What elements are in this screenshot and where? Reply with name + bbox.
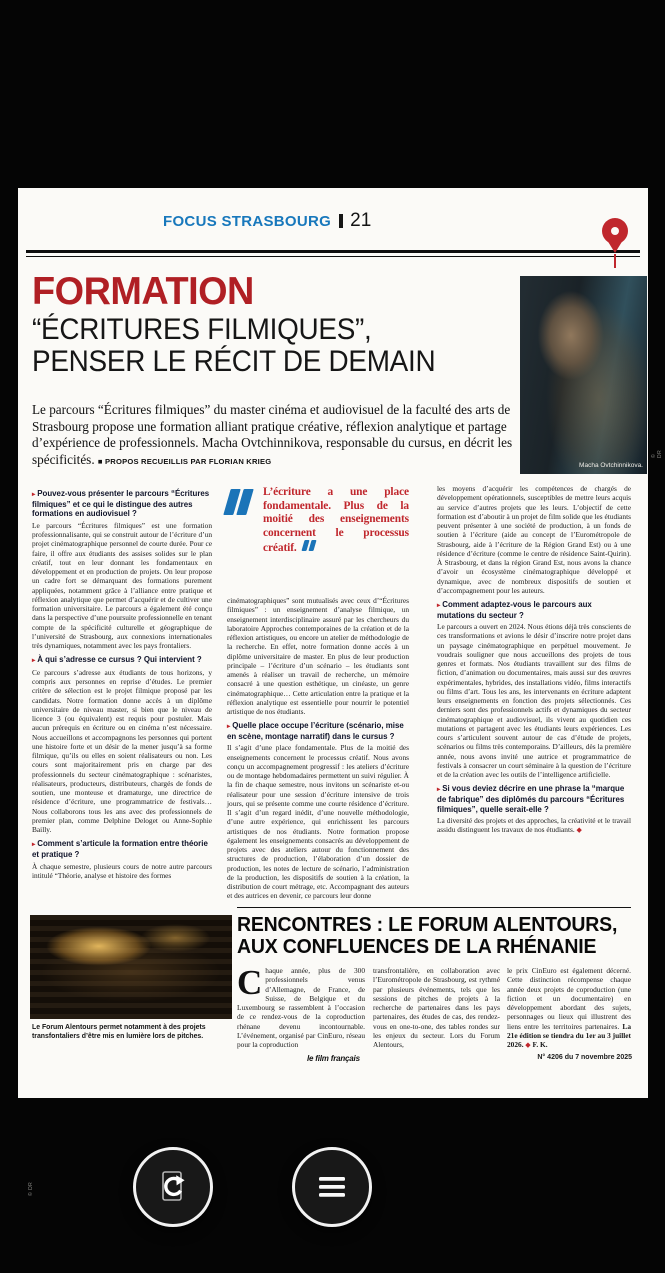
end-mark-icon: ◆ [523,1041,531,1050]
body-paragraph: La diversité des projets et des approches, la créativité et le travail assidu distinguent les travaux de nos étudiants. ◆ [437,816,631,835]
portrait-photo [520,276,647,474]
body-paragraph: transfrontalière, en collaboration avec l’Eurométropole de Strasbourg, est rythmé par plusieurs événements, tels que les sessions de pitches de projets à la recherche de partenaires dans les pays partenaires, des études de cas, des rendez-vous en one-to-one, des tables rondes sur les enjeux du secteur. Lors du Forum Alentours, [373,966,500,1050]
lede-text: Le parcours “Écritures filmiques” du master cinéma et audiovisuel de la faculté des arts de Strasbourg propose une formation alliant pratique créative, réflexion analytique et partage d’expérience de professionnels. Macha Ovtchinnikova, responsable du cursus, en décrit les spécificités. [32,402,513,467]
interview-column-2 [227,484,409,902]
header-rule [26,250,640,257]
rotate-page-icon [152,1166,194,1208]
quote-open-icon [227,489,253,517]
quote-close-icon [303,540,317,553]
body-paragraph: cinématographiques” sont mutualisés avec ceux d’“Écritures filmiques” : un enseignement d’analyse filmique, un enseignement interdisciplinaire assuré par les chercheurs du laboratoire Approches contemporaines de la création et de la réflexion artistiques, ou encore un atelier de méthodologie de la recherche. En effet, notre formation donne accès à un diplôme universitaire de master. En plus de leur production principale – l’écriture d’un scénario – les étudiants sont amenés à réaliser un travail de recherche, un mémoire consacré à une question esthétique, un cinéaste, un genre cinématographique… Cette articulation entre la pratique et la réflexion analytique est essentielle pour nourrir le potentiel artistique de nos étudiants. [227,596,409,716]
section-title: FOCUS STRASBOURG [163,213,332,230]
question-bullet-icon: ▸ [227,723,231,731]
question-bullet-icon: ▸ [32,841,36,849]
article-lede [32,402,526,470]
headline-line2: PENSER LE RÉCIT DE DEMAIN [32,345,436,378]
interview-column-3 [437,484,631,837]
page-number: 21 [350,210,372,231]
rencontres-column-3 [507,966,631,1052]
end-mark-icon: ◆ [574,826,582,835]
page-header [163,210,371,232]
article-kicker: FORMATION [32,270,254,313]
rencontres-column-1 [237,963,365,1051]
body-paragraph: Ce parcours s’adresse aux étudiants de tous horizons, y compris aux personnes en reprise d’études. Le premier critère de sélection est le projet filmique proposé par les candidats. Notre formation donne accès à un diplôme universitaire de niveau master, si bien que le niveau de licence 3 (ou équivalent) est requis pour postuler. Mais aucun prérequis en écriture ou en cinéma n’est nécessaire. Nous accueillons et accompagnons les personnes qui portent une histoire forte et un désir de la mener jusqu’à sa forme filmique, qu’ils ou elles en soient réalisateurs ou non. Les cours sont majoritairement pris en charge par des professionnels du secteur cinématographique : scénaristes, réalisateurs, producteurs, distributeurs, chargés de fonds de soutien, une monteuse et dramaturge, une directrice de résidence d’écriture, une programmatrice de festivals… Nous collaborons tous les ans avec des professionnels de premier plan, comme Delphine Deloget ou Anne-Sophie Bailly. [32,667,212,835]
rotate-page-button[interactable] [133,1147,213,1227]
portrait-photo-credit: © DR [651,449,663,458]
interview-column-2-text [227,596,409,901]
magazine-page [18,188,663,1196]
location-pin-icon [602,218,628,244]
forum-photo-credit: © DR [28,1181,34,1196]
body-paragraph: Il s’agit d’une place fondamentale. Plus de la moitié des enseignements concernent le processus créatif. Nous avons conçu un accompagnement progressif : les ateliers d’écriture ou de montage hebdomadaires permettent un suivi régulier. À la fin de chaque semestre, nous invitons un scénariste et-ou réalisateur pour une session d’écriture intensive de trois jours, qui se présente comme une courte résidence d’écriture. Il s’agit d’un regard inédit, d’une nouvelle méthodologie, d’une autre expérience, qui enrichissent les parcours artistiques de nos étudiants. Notre formation propose également les enseignements consacrés au développement de projets avec des ateliers autour du fonctionnement des structures de production, l’élaboration d’un dossier de production, les notes de lecture de scénario, l’administration de la production, les dispositifs de soutien à la création, la distribution de court métrage, etc. Accompagnant des auteurs et des autrices en devenir, ce parcours leur donne [227,743,409,901]
body-paragraph: le prix CinEuro est également décerné. Cette distinction récompense chaque année deux projets de coproduction (une fiction et un documentaire) en développement abordant des sujets, personnages ou lieux qui illustrent des liens entre les territoires partenaires. La 21e édition se tiendra du 1er au 3 juillet 2026. ◆ F. K. [507,966,631,1050]
interview-column-1 [32,484,212,881]
body-paragraph: À chaque semestre, plusieurs cours de notre autre parcours intitulé “Théorie, analyse et histoire des formes [32,861,212,880]
question-bullet-icon: ▸ [437,602,441,609]
question-heading: ▸ À qui s’adresse ce cursus ? Qui intervient ? [32,655,202,665]
byline: ■ PROPOS RECUEILLIS PAR FLORIAN KRIEG [97,456,272,466]
body-paragraph: Le parcours “Écritures filmiques” est une formation professionnalisante, qui se construit autour de l’écriture d’un projet cinématographique personnel de courte durée. Pour ce faire, il offre aux étudiants des assises solides sur le plan créatif, tout en leur donnant les fondamentaux en développement et en production de projets. On leur propose un cadre fort se démarquant des formations purement appliquées, notamment grâce à l’alliance entre pratique et réflexion analytique que permet d’acquérir et de cultiver une formation universitaire. Le parcours a également été conçu dans la perspective d’une poursuite professionnelle en tenant compte de la spécificité culturelle et géographique de l’université de Strasbourg, aux connexions internationales très dynamiques, notamment avec les pays frontaliers. [32,520,212,651]
issue-line: N° 4206 du 7 novembre 2025 [537,1054,632,1061]
question-heading: ▸ Quelle place occupe l’écriture (scénario, mise en scène, montage narratif) dans le cursus ? [227,721,404,741]
body-paragraph: Le parcours a ouvert en 2024. Nous étions déjà très conscients de ces transformations et avions le désir d’inscrire notre projet dans un paysage cinématographique en perpétuel mouvement. Je voudrais souligner que nous accueillons des projets de tous genres et formats. Nos étudiants travaillent sur des films de fiction, d’animation ou documentaires, mais aussi sur des œuvres expérimentales, hybrides, des installations vidéo, films interactifs ou films d’art. Tous les ans, les intervenants en écriture adaptent leurs enseignements en fonction des projets sélectionnés. Ces derniers sont des professionnels actifs et dynamiques du secteur cinématographique et audiovisuel, ils vivent au quotidien ces mutations et partagent avec les étudiants leurs expériences. Les cours s’articulent souvent autour de cas d’étude de projets, scénarios ou films très contemporains. D’ailleurs, dès la première année, nous avons invité une autrice et programmatrice de festivals à consacrer un court séminaire à la question de l’écriture et de la création avec les outils de l’intelligence artificielle. [437,622,631,780]
forum-photo [30,915,232,1019]
question-heading: ▸ Comment adaptez-vous le parcours aux mutations du secteur ? [437,600,592,620]
question-bullet-icon: ▸ [32,657,36,665]
drop-cap: C [237,963,263,1002]
question-heading: ▸ Comment s’articule la formation entre théorie et pratique ? [32,839,208,859]
rencontres-column-2 [373,966,500,1051]
question-bullet-icon: ▸ [437,786,441,794]
question-heading: ▸ Si vous deviez décrire en une phrase la “marque de fabrique” des diplômés du parcours “Écritures filmiques”, quelle serait-elle ? [437,784,625,814]
body-paragraph: Chaque année, plus de 300 professionnels venus d’Allemagne, de France, de Suisse, de Belgique et du Luxembourg se rassemblent à l’occasion de ce rendez-vous de la coproduction rhénane devenu incontournable. L’événement, organisé par CinEuro, réseau pour la coproduction [237,963,365,1050]
question-bullet-icon: ▸ [32,491,36,498]
header-divider [339,214,343,228]
article-headline [32,314,435,378]
menu-button[interactable] [292,1147,372,1227]
rencontres-headline [237,914,617,957]
question-heading: ▸ Pouvez-vous présenter le parcours “Écritures filmiques” et ce qui le distingue des autres formations en audiovisuel ? [32,489,210,519]
pull-quote-text: L’écriture a une place fondamentale. Plus de la moitié des enseignements concernent le processus créatif. [263,486,409,555]
body-paragraph: les moyens d’acquérir les compétences de chargés de développement opérationnels, susceptibles de mettre leurs acquis au service d’autres projets que les leurs. L’objectif de cette formation est d’aboutir à un projet de film solide que les étudiants peuvent présenter à une société de production, à un fonds de soutien à l’écriture (aide au concept de l’Eurométropole de Strasbourg, aide à l’écriture de la Région Grand Est) ou à une résidence d’écriture (comme le centre de résidence Saint-Quirin). À Strasbourg, et dans la région Grand Est, nous avons la chance d’avoir un écosystème cinématographique développé et dynamique, avec de nombreux dispositifs de soutien et d’accompagnement pour les auteurs. [437,484,631,595]
rencontres-headline-line1: RENCONTRES : LE FORUM ALENTOURS, [237,913,618,936]
forum-photo-caption: Le Forum Alentours permet notamment à des projets transfontaliers d’être mis en lumière lors de pitches. [32,1024,206,1040]
rencontres-headline-line2: AUX CONFLUENCES DE LA RHÉNANIE [237,934,597,958]
section-divider [237,907,631,908]
hamburger-icon [311,1166,353,1208]
magazine-logo: le film français [307,1054,360,1063]
pull-quote [227,486,409,586]
headline-line1: “ÉCRITURES FILMIQUES”, [32,313,372,346]
portrait-caption: Macha Ovtchinnikova. [579,462,643,469]
